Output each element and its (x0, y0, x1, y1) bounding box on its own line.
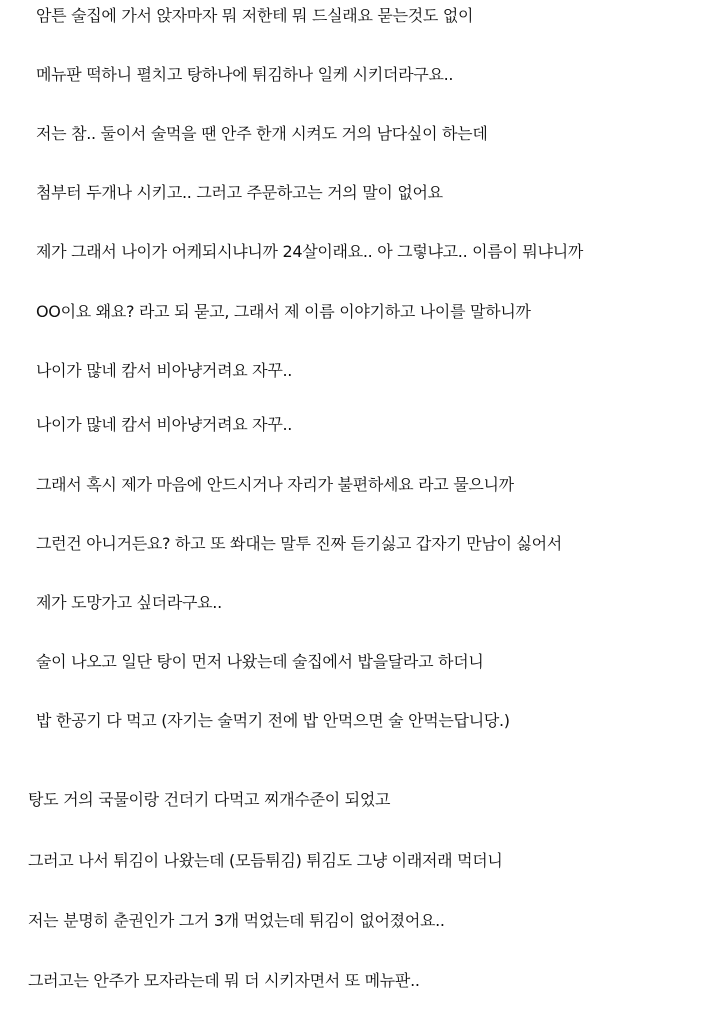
text-line-10: 그런건 아니거든요? 하고 또 쏴대는 말투 진짜 듣기싫고 갑자기 만남이 싫어서 (36, 534, 562, 553)
text-line-5: 제가 그래서 나이가 어케되시냐니까 24살이래요.. 아 그렇냐고.. 이름이 뭐냐니까 (36, 242, 584, 261)
text-line-15: 그러고 나서 튀김이 나왔는데 (모듬튀김) 튀김도 그냥 이래저래 먹더니 (28, 851, 503, 870)
text-line-9: 그래서 혹시 제가 마음에 안드시거나 자리가 불편하세요 라고 물으니까 (36, 475, 514, 494)
text-line-7: 나이가 많네 캄서 비아냥거려요 자꾸.. (36, 361, 293, 380)
text-line-13: 밥 한공기 다 먹고 (자기는 술먹기 전에 밥 안먹으면 술 안먹는답니당.) (36, 711, 510, 730)
text-line-1: 암튼 술집에 가서 앉자마자 뭐 저한테 뭐 드실래요 묻는것도 없이 (36, 6, 474, 25)
text-line-12: 술이 나오고 일단 탕이 먼저 나왔는데 술집에서 밥을달라고 하더니 (36, 652, 484, 671)
text-line-11: 제가 도망가고 싶더라구요.. (36, 593, 222, 612)
text-line-16: 저는 분명히 춘권인가 그거 3개 먹었는데 튀김이 없어졌어요.. (28, 911, 445, 930)
text-line-3: 저는 참.. 둘이서 술먹을 땐 안주 한개 시켜도 거의 남다싶이 하는데 (36, 124, 488, 143)
text-line-17: 그러고는 안주가 모자라는데 뭐 더 시키자면서 또 메뉴판.. (28, 971, 420, 990)
text-line-6: OO이요 왜요? 라고 되 묻고, 그래서 제 이름 이야기하고 나이를 말하니까 (36, 302, 531, 321)
text-line-14: 탕도 거의 국물이랑 건더기 다먹고 찌개수준이 되었고 (28, 790, 391, 809)
text-line-8: 나이가 많네 캄서 비아냥거려요 자꾸.. (36, 415, 293, 434)
text-line-4: 첨부터 두개나 시키고.. 그러고 주문하고는 거의 말이 없어요 (36, 183, 443, 202)
text-line-2: 메뉴판 떡하니 펼치고 탕하나에 튀김하나 일케 시키더라구요.. (36, 65, 454, 84)
